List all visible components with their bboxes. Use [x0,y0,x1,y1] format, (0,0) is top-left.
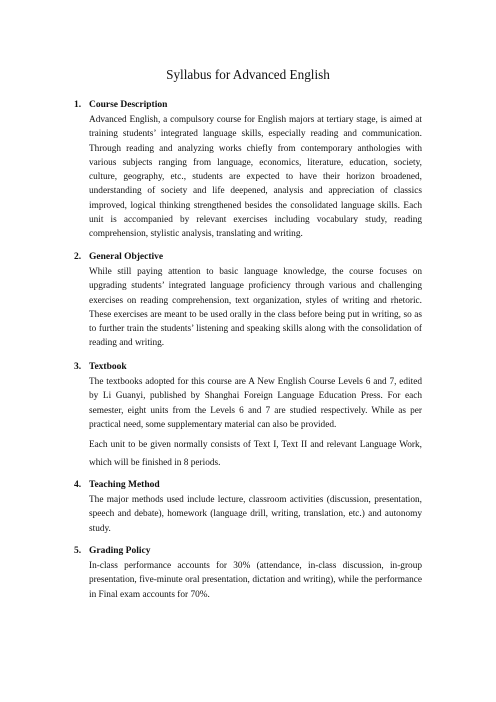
section-number: 4. [74,480,82,490]
paragraph: The textbooks adopted for this course are A New English Course Levels 6 and 7, edited by Li Guanyi, published by Shanghai Foreign Language Education Press. For each semester, eight units from the Levels 6 and 7 are studied respectively. While as per practical need, some supplementary material can also be provided. [89,377,422,430]
section-heading [74,251,422,263]
paragraph: The major methods used include lecture, classroom activities (discussion, presentation, speech and debate), homework (language drill, writing, translation, etc.) and autonomy study. [89,495,422,534]
paragraph: While still paying attention to basic language knowledge, the course focuses on upgrading students’ integrated language proficiency through various and challenging exercises on reading comprehension, text organization, styles of writing and rhetoric. These exercises are meant to be used orally in the class before being put in writing, so as to further train the students’ listening and speaking skills along with the consolidation of reading and writing. [89,267,422,349]
paragraph: Each unit to be given normally consists of Text I, Text II and relevant Language Work, which will be finished in 8 periods. [89,440,422,469]
section-title: General Objective [89,252,164,262]
section-number: 1. [74,100,82,110]
section-general-objective [74,251,422,351]
section-title: Teaching Method [89,480,160,490]
paragraph: Advanced English, a compulsory course for English majors at tertiary stage, is aimed at training students’ integrated language skills, especially reading and communication. Through reading and analyzing works chiefly from contemporary anthologies with various subjects ranging from language, economics, literature, education, society, culture, geography, etc., students are expected to have their horizon broadened, understanding of society and life deepened, analysis and appreciation of classics improved, logical thinking strengthened besides the consolidated language skills. Each unit is accompanied by relevant exercises including vocabulary study, reading comprehension, stylistic analysis, translating and writing. [89,115,422,240]
section-title: Grading Policy [89,546,151,556]
section-grading-policy [74,545,422,602]
section-heading [74,545,422,557]
paragraph: In-class performance accounts for 30% (attendance, in-class discussion, in-group presentation, five-minute oral presentation, dictation and writing), while the performance in Final exam accounts for 70%. [89,561,422,600]
section-body [89,265,422,351]
section-heading [74,479,422,491]
section-title: Textbook [89,362,127,372]
section-number: 3. [74,362,82,372]
section-title: Course Description [89,100,168,110]
section-body [89,113,422,242]
section-heading [74,361,422,373]
section-teaching-method [74,479,422,536]
section-body [89,493,422,536]
section-course-description [74,99,422,242]
section-body [89,375,422,472]
section-body [89,559,422,602]
document-title: Syllabus for Advanced English [166,67,330,82]
section-number: 5. [74,546,82,556]
section-heading [74,99,422,111]
section-number: 2. [74,252,82,262]
section-textbook [74,361,422,472]
